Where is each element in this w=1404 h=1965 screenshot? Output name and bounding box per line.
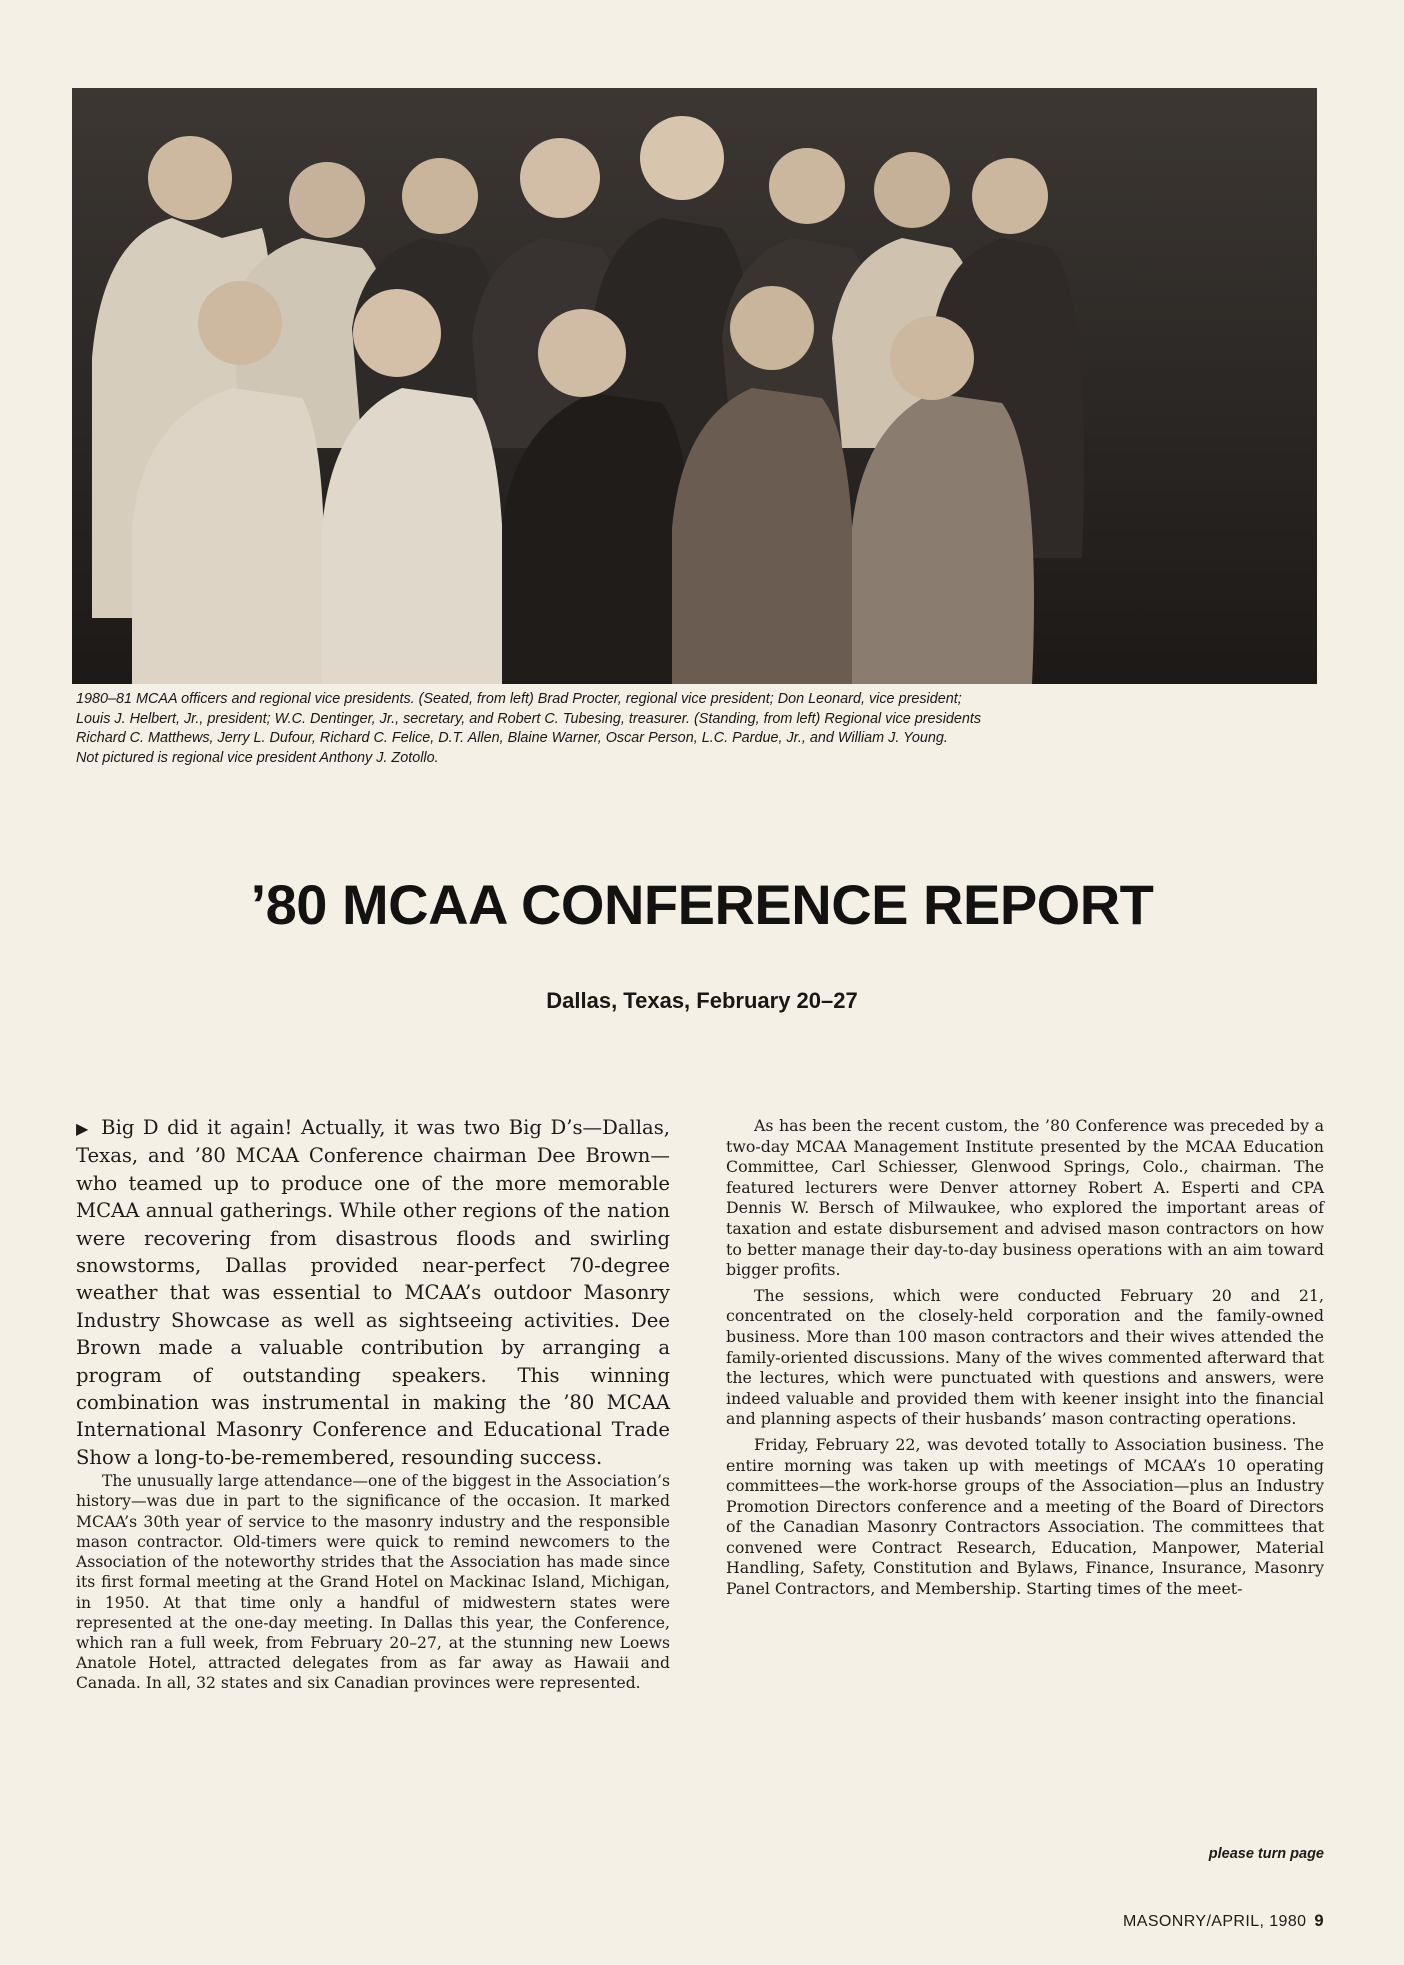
right-column xyxy=(726,1116,1324,1600)
page-number: 9 xyxy=(1314,1912,1324,1930)
page-footer xyxy=(1123,1912,1324,1931)
continued-note: please turn page xyxy=(1208,1846,1324,1862)
group-photo xyxy=(72,88,1317,684)
article-subtitle: Dallas, Texas, February 20–27 xyxy=(546,988,858,1013)
photo-caption xyxy=(76,690,1321,768)
publication-name: MASONRY/APRIL, 1980 xyxy=(1123,1913,1307,1930)
caption-line: 1980–81 MCAA officers and regional vice presidents. (Seated, from left) Brad Procter, regional vice president; Don Leonard, vice president; xyxy=(76,691,962,707)
article-title: ’80 MCAA CONFERENCE REPORT xyxy=(250,873,1154,936)
caption-line: Louis J. Helbert, Jr., president; W.C. Dentinger, Jr., secretary, and Robert C. Tubesing, treasurer. (Standing, from left) Regional vice presidents xyxy=(76,710,982,727)
lead-arrow-icon: ▶ xyxy=(76,1119,91,1138)
caption-line: Richard C. Matthews, Jerry L. Dufour, Richard C. Felice, D.T. Allen, Blaine Warner, Oscar Person, L.C. Pardue, Jr., and William J. Young. xyxy=(76,730,948,746)
body-paragraph: Friday, February 22, was devoted totally to Association business. The entire morning was taken up with meetings of MCAA’s 10 operating committees—the work-horse groups of the Association—plus an Industry Promotion Directors conference and a meeting of the Board of Directors of the Canadian Masonry Contractors Association. The committees that convened were Contract Research, Education, Manpower, Material Handling, Safety, Constitution and Bylaws, Finance, Insurance, Masonry Panel Contractors, and Membership. Starting times of the meet- xyxy=(726,1434,1324,1599)
group-photo-illustration xyxy=(72,88,1317,684)
lead-paragraph xyxy=(76,1114,670,1471)
lead-paragraph-text: Big D did it again! Actually, it was two Big D’s—Dallas, Texas, and ’80 MCAA Conference chairman Dee Brown—who teamed up to produce one of the more memorable MCAA annual gatherings. While other regions of the nation were recovering from disastrous floods and swirling snowstorms, Dallas provided near-perfect 70-degree weather that was essential to MCAA’s outdoor Masonry Industry Showcase as well as sightseeing activities. Dee Brown made a valuable contribution by arranging a program of outstanding speakers. This winning combination was instrumental in making the ’80 MCAA International Masonry Conference and Educational Trade Show a long-to-be-remembered, resounding success. xyxy=(76,1116,670,1469)
body-paragraph: The unusually large attendance—one of the biggest in the Association’s history—was due in part to the significance of the occasion. It marked MCAA’s 30th year of service to the masonry industry and the responsible mason contractor. Old-timers were quick to remind newcomers to the Association of the noteworthy strides that the Association has made since its first formal meeting at the Grand Hotel on Mackinac Island, Michigan, in 1950. At that time only a handful of midwestern states were represented at the one-day meeting. In Dallas this year, the Conference, which ran a full week, from February 20–27, at the stunning new Loews Anatole Hotel, attracted delegates from as far away as Hawaii and Canada. In all, 32 states and six Canadian provinces were represented. xyxy=(76,1472,670,1693)
body-paragraph: As has been the recent custom, the ’80 Conference was preceded by a two-day MCAA Management Institute presented by the MCAA Education Committee, Carl Schiesser, Glenwood Springs, Colo., chairman. The featured lecturers were Denver attorney Robert A. Esperti and CPA Dennis W. Bersch of Milwaukee, who explored the important areas of taxation and estate disbursement and advised mason contractors on how to better manage their day-to-day business operations with an aim toward bigger profits. xyxy=(726,1116,1324,1280)
body-paragraph: The sessions, which were conducted February 20 and 21, concentrated on the closely-held corporation and the family-owned business. More than 100 mason contractors and their wives attended the family-oriented discussions. Many of the wives commented afterward that the lectures, which were punctuated with questions and answers, were indeed valuable and provided them with keener insight into the financial and planning aspects of their husbands’ mason contracting operations. xyxy=(726,1285,1324,1429)
left-column xyxy=(76,1114,670,1694)
caption-line: Not pictured is regional vice president Anthony J. Zotollo. xyxy=(76,749,439,766)
seated-row xyxy=(132,281,1034,684)
